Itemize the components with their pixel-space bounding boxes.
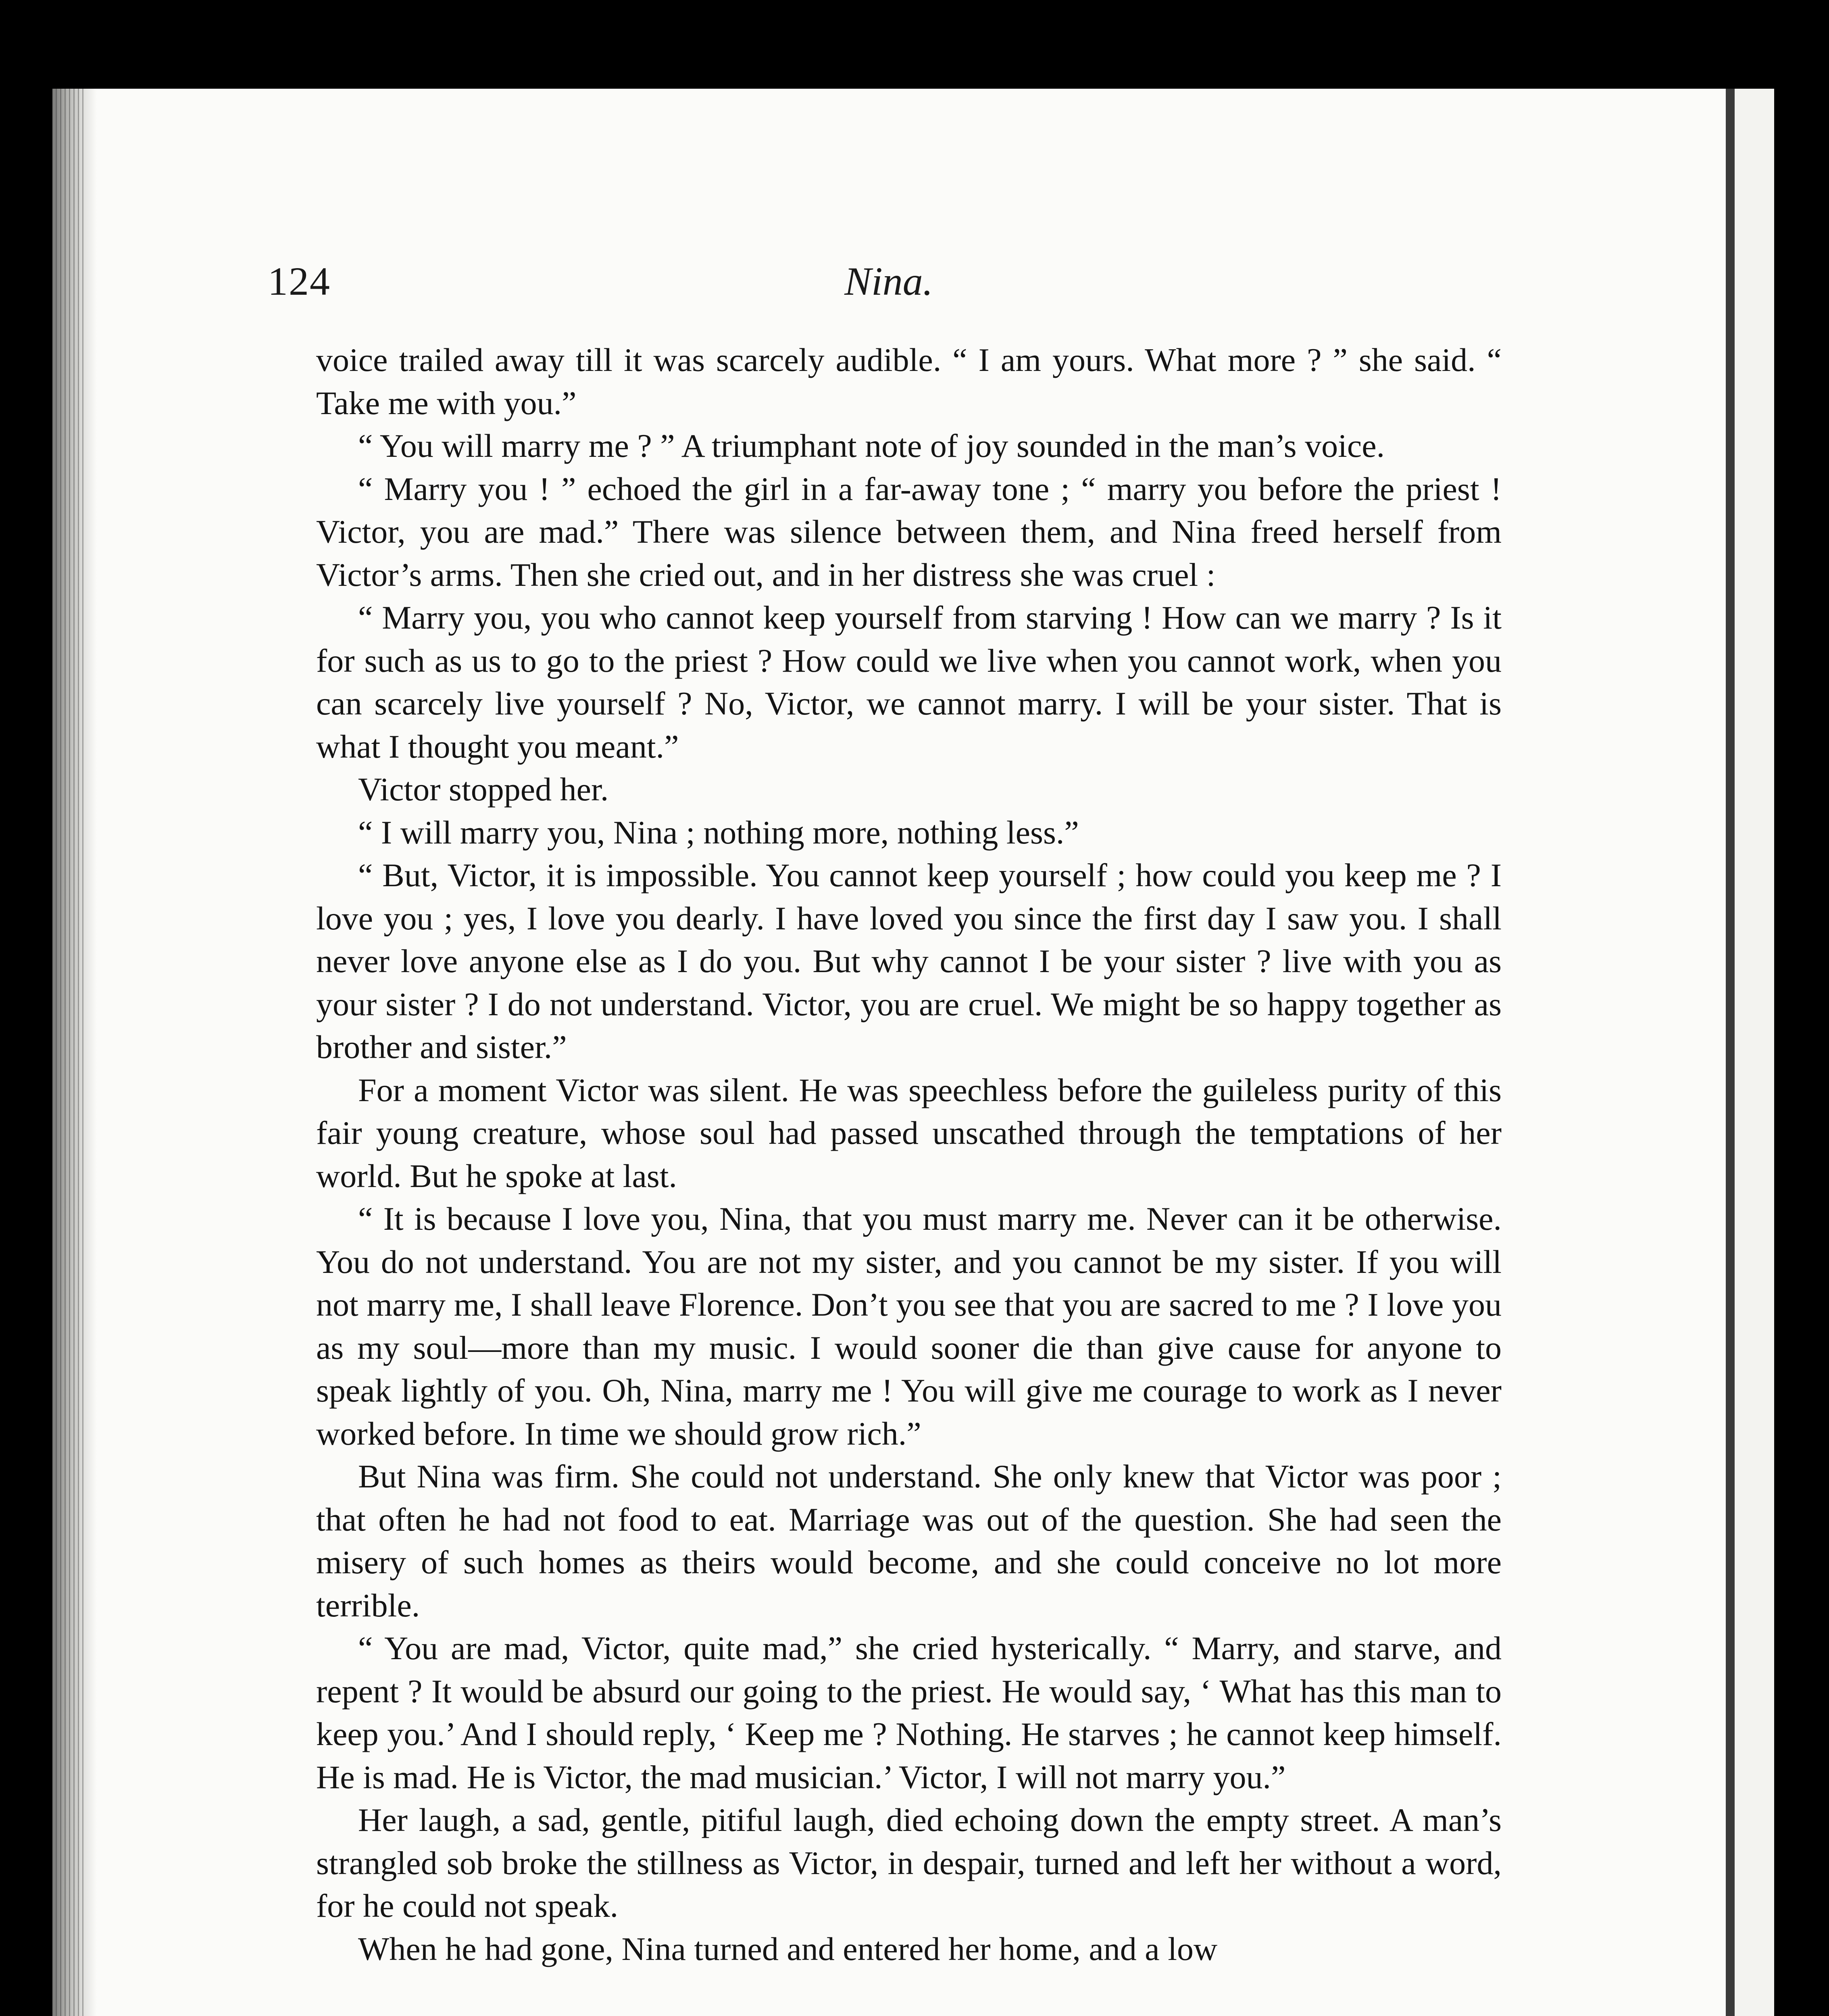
next-page-edge: [1726, 89, 1774, 2016]
body-text: [316, 339, 1502, 1970]
paragraph: “ You are mad, Victor, quite mad,” she cried hysterically. “ Marry, and starve, and repent ? It would be absurd our going to the priest. He would say, ‘ What has this man to keep you.’ And I should reply, ‘ Keep me ? Nothing. He starves ; he cannot keep himself. He is mad. He is Victor, the mad musician.’ Victor, I will not marry you.”: [316, 1630, 1502, 1795]
paragraph: “ It is because I love you, Nina, that you must marry me. Never can it be otherwise. You do not understand. You are not my sister, and you cannot be my sister. If you will not marry me, I shall leave Florence. Don’t you see that you are sacred to me ? I love you as my soul—more than my music. I would sooner die than give cause for anyone to speak lightly of you. Oh, Nina, marry me ! You will give me courage to work as I never worked before. In time we should grow rich.”: [316, 1200, 1502, 1452]
paragraph: “ Marry you ! ” echoed the girl in a far-away tone ; “ marry you before the priest ! Victor, you are mad.” There was silence between them, and Nina freed herself from Victor’s arms. Then she cried out, and in her distress she was cruel :: [316, 470, 1502, 593]
paragraph: “ But, Victor, it is impossible. You cannot keep yourself ; how could you keep me ? I love you ; yes, I love you dearly. I have loved you since the first day I saw you. I shall never love anyone else as I do you. But why cannot I be your sister ? live with you as your sister ? I do not understand. Victor, you are cruel. We might be so happy together as brother and sister.”: [316, 857, 1502, 1065]
paragraph: Her laugh, a sad, gentle, pitiful laugh, died echoing down the empty street. A man’s strangled sob broke the stillness as Victor, in despair, turned and left her without a word, for he could not speak.: [316, 1801, 1502, 1924]
paragraph: Victor stopped her.: [358, 771, 609, 808]
paragraph: But Nina was firm. She could not understand. She only knew that Victor was poor ; that often he had not food to eat. Marriage was out of the question. She had seen the misery of such homes as theirs would become, and she could conceive no lot more terrible.: [316, 1458, 1502, 1624]
running-title: Nina.: [844, 259, 933, 304]
page-number: 124: [268, 259, 331, 304]
paragraph: For a moment Victor was silent. He was speechless before the guileless purity of this fair young creature, whose soul had passed unscathed through the temptations of her world. But he spoke at last.: [316, 1071, 1502, 1194]
paragraph: “ Marry you, you who cannot keep yourself from starving ! How can we marry ? Is it for such as us to go to the priest ? How could we live when you cannot work, when you can scarcely live yourself ? No, Victor, we cannot marry. I will be your sister. That is what I thought you meant.”: [316, 599, 1502, 765]
binding-edge: [56, 89, 84, 2016]
paragraph: “ You will marry me ? ” A triumphant note of joy sounded in the man’s voice.: [358, 427, 1385, 464]
paragraph: voice trailed away till it was scarcely audible. “ I am yours. What more ? ” she said. “ Take me with you.”: [316, 342, 1502, 421]
paragraph: When he had gone, Nina turned and entered her home, and a low: [358, 1930, 1218, 1967]
paragraph: “ I will marry you, Nina ; nothing more, nothing less.”: [358, 814, 1079, 851]
page-header: [268, 258, 1510, 314]
